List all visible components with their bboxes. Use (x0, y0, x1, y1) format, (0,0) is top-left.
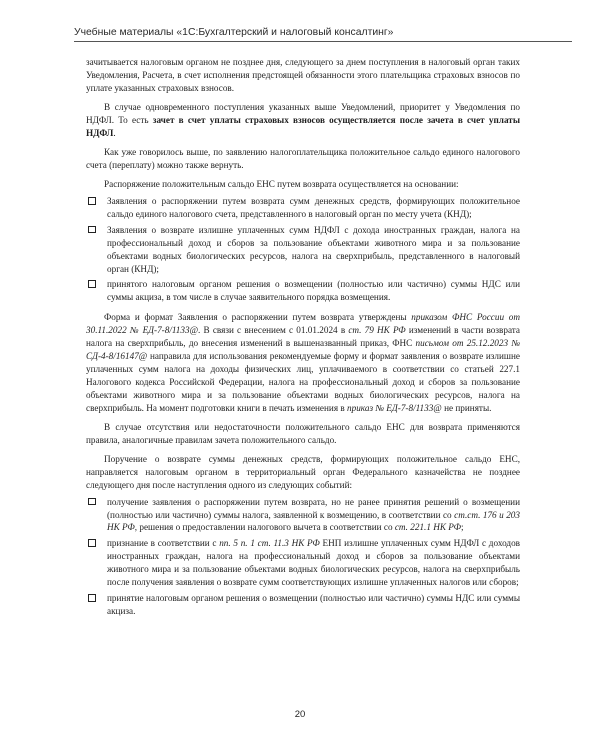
paragraph-priority-text: В случае одновременного поступления указанных выше Уведомлений, приоритет у Уведомления по НДФЛ. То есть (86, 102, 520, 125)
paragraph-priority-bold: зачет в счет уплаты страховых взносов осуществляется после зачета в счет уплаты НДФЛ (86, 114, 520, 138)
text-run: ЕНП излишне уплаченных сумм НДФЛ с доходов иностранных граждан, налога на профессиональный доход и сборов за пользование объектами животного мира и за пользование объектами водных биологических ресурсов, налога на сверхприбыль после получения заявления о возврате сумм соответствующих излишне уплаченных налогов или сборов; (107, 538, 521, 588)
text-run: не приняты. (441, 402, 492, 413)
text-run: ; (461, 522, 464, 533)
text-run: получение заявления о распоряжении путем возврата, но не ранее принятия решений о возмещении (полностью или частично) суммы налога, заявленной к возмещению, в соответствии со (107, 496, 520, 520)
checkbox-icon (88, 280, 96, 288)
list-item (86, 195, 520, 221)
text-run: Форма и формат Заявления о распоряжении путем возврата утверждены (104, 312, 412, 323)
events-list (86, 496, 520, 618)
paragraph-1: зачитывается налоговым органом не позднее дня, следующего за днем поступления в налоговый орган таких Уведомления, Расчета, в счет исполнения предстоящей обязанности этого плательщика страховых взносов по уплате указанных страховых взносов. (86, 57, 520, 93)
paragraph-basis: Распоряжение положительным сальдо ЕНС путем возврата осуществляется на основании: (104, 179, 459, 190)
checkbox-icon (88, 226, 96, 234)
list-item-text: Заявления о возврате излишне уплаченных сумм НДФЛ с дохода иностранных граждан, налога на профессиональный доход и сборов за пользование объектами животного мира и за пользование объектами водных биологических ресурсов, налога на сверхприбыль, представленного в налоговый орган (КНД); (107, 224, 520, 274)
legal-reference: ст. 79 НК РФ (348, 325, 406, 336)
legal-reference: пп. 5 п. 1 ст. 11.3 НК РФ (219, 538, 320, 549)
legal-reference: приказом ФНС России от 30.11.2022 № ЕД-7-8/1133@ (86, 312, 520, 336)
text-run: признание в соответствии с (107, 538, 220, 549)
paragraph-priority (86, 101, 520, 140)
checkbox-icon (88, 539, 96, 547)
checkbox-icon (88, 594, 96, 602)
list-item (86, 592, 520, 618)
paragraph-refund: Как уже говорилось выше, по заявлению налогоплательщика положительное сальдо единого налогового счета (переплату) можно также вернуть. (86, 147, 520, 170)
list-item-text: принятие налоговым органом решения о возмещении (полностью или частично) суммы НДС или суммы акциза. (107, 593, 520, 616)
page-number: 20 (294, 709, 306, 720)
paragraph-form (86, 311, 520, 414)
paragraph-priority-end: . (113, 127, 116, 138)
legal-reference: письмом от 25.12.2023 № СД-4-8/16147@ (86, 338, 520, 362)
checkbox-icon (88, 197, 96, 205)
list-item-text: Заявления о распоряжении путем возврата сумм денежных средств, формирующих положительное сальдо единого налогового счета, представленного в налоговый орган по месту учета (КНД); (107, 196, 520, 219)
list-item (86, 537, 520, 589)
running-header: Учебные материалы «1С:Бухгалтерский и налоговый консалтинг» (74, 27, 572, 42)
text-run: изменений в части возврата налога на сверхприбыль, до внесения изменений в вышеназванный приказ, ФНС (86, 325, 520, 349)
legal-reference: приказ № ЕД-7-8/1133@ (347, 402, 442, 413)
list-item-text: принятого налоговым органом решения о возмещении (полностью или частично) суммы НДС или суммы акциза, в том числе в случае заявительного порядка возмещения. (107, 279, 520, 303)
basis-list (86, 195, 520, 304)
paragraph-order: Поручение о возврате суммы денежных средств, формирующих положительное сальдо ЕНС, направляется налоговым органом в территориальный орган Федерального казначейства не позднее следующего дня после наступления одного из следующих событий: (86, 453, 520, 490)
list-item (86, 278, 520, 304)
legal-reference: ст.ст. 176 и 203 НК РФ (107, 509, 520, 533)
checkbox-icon (88, 498, 96, 506)
text-run: . В связи с внесением с 01.01.2024 в (198, 325, 349, 336)
list-item (86, 224, 520, 276)
list-item (86, 496, 520, 535)
text-run: , решения о предоставлении налогового вычета в соответствии со (134, 522, 395, 533)
legal-reference: ст. 221.1 НК РФ (394, 522, 462, 533)
text-run: направила для использования рекомендуемые форму и формат заявления о возврате излишне уплаченных сумм налога на доходы физических лиц, уплачиваемого в соответствии со статьей 227.1 Налогового кодекса Российской Федерации, налога на профессиональный доход и сборов за пользование объектами животного мира и за пользование объектами водных биологических ресурсов, налога на сверхприбыль. На момент подготовки книги в печать изменения в (86, 351, 520, 413)
page-body (86, 56, 520, 625)
paragraph-insufficient: В случае отсутствия или недостаточности положительного сальдо ЕНС для возврата применяются правила, аналогичные правилам зачета положительного сальдо. (86, 421, 520, 445)
